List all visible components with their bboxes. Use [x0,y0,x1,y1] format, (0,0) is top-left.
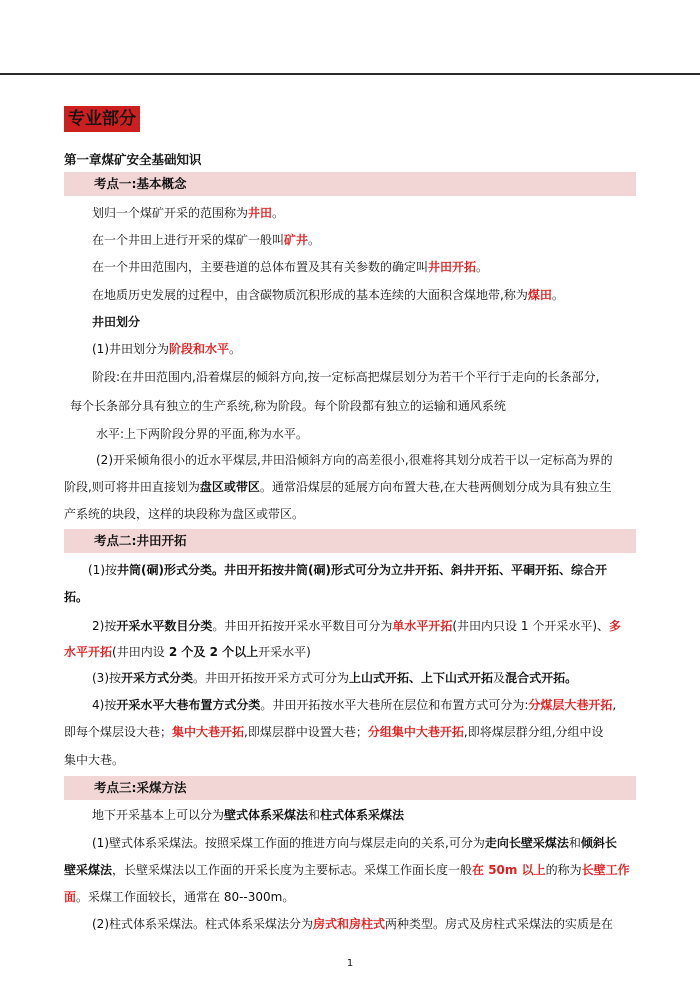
kp2-heading: 考点二:井田开拓 [64,529,636,553]
paragraph-line: 面。采煤工作面较长，通常在 80--300m。 [64,890,295,904]
subheading: 井田划分 [92,315,141,329]
paragraph-line: (1)按井筒(硐)形式分类。井田开拓按井筒(硐)形式可分为立井开拓、斜井开拓、平硐开拓、综合开 [88,563,607,577]
paragraph-line: (1)井田划分为阶段和水平。 [92,342,242,356]
chapter-title: 第一章煤矿安全基础知识 [64,152,202,167]
paragraph-line: (1)壁式体系采煤法。按照采煤工作面的推进方向与煤层走向的关系,可分为走向长壁采煤法和倾斜长 [92,836,617,850]
header-rule [0,73,700,75]
page-number: 1 [346,958,354,969]
paragraph-line: 产系统的块段，这样的块段称为盘区或带区。 [64,507,305,521]
kp3-heading: 考点三:采煤方法 [64,776,636,800]
paragraph-line: 在一个井田上进行开采的煤矿一般叫矿井。 [92,233,321,247]
paragraph-line: 壁采煤法，长壁采煤法以工作面的开采长度为主要标志。采煤工作面长度一般在 50m 以上的称为长壁工作 [64,863,630,877]
paragraph-line: (3)按开采方式分类。井田开拓按开采方式可分为上山式开拓、上下山式开拓及混合式开拓。 [92,671,578,685]
paragraph-line: 阶段:在井田范围内,沿着煤层的倾斜方向,按一定标高把煤层划分为若干个平行于走向的长条部分, [92,370,600,384]
paragraph-line: 在一个井田范围内，主要巷道的总体布置及其有关参数的确定叫井田开拓。 [92,260,489,274]
kp1-heading: 考点一:基本概念 [64,172,636,196]
paragraph-line: 在地质历史发展的过程中，由含碳物质沉积形成的基本连续的大面积含煤地带,称为煤田。 [92,288,564,302]
paragraph-line: 2)按开采水平数目分类。井田开拓按开采水平数目可分为单水平开拓(井田内只设 1 个开采水平)、多 [92,619,622,633]
paragraph-line: 阶段,则可将井田直接划为盘区或带区。通常沿煤层的延展方向布置大巷,在大巷两侧划分成为具有独立生 [64,480,612,494]
paragraph-line: 地下开采基本上可以分为壁式体系采煤法和柱式体系采煤法 [92,808,405,822]
section-title: 专业部分 [64,106,140,132]
paragraph-line: 水平:上下两阶段分界的平面,称为水平。 [96,427,308,441]
paragraph-line: 即每个煤层设大巷；集中大巷开拓,即煤层群中设置大巷；分组集中大巷开拓,即将煤层群分组,分组中设 [64,725,604,739]
paragraph-line: 4)按开采水平大巷布置方式分类。井田开拓按水平大巷所在层位和布置方式可分为:分煤层大巷开拓, [92,698,617,712]
paragraph-line: 每个长条部分具有独立的生产系统,称为阶段。每个阶段都有独立的运输和通风系统 [70,399,506,413]
paragraph-line: 集中大巷。 [64,753,125,767]
paragraph-line: 拓。 [64,590,89,604]
paragraph-line: (2)柱式体系采煤法。柱式体系采煤法分为房式和房柱式两种类型。房式及房柱式采煤法的实质是在 [92,917,614,931]
paragraph-line: 划归一个煤矿开采的范围称为井田。 [92,206,285,220]
paragraph-line: (2)开采倾角很小的近水平煤层,井田沿倾斜方向的高差很小,很难将其划分成若干以一定标高为界的 [96,453,613,467]
paragraph-line: 水平开拓(井田内设 2 个及 2 个以上开采水平) [64,645,311,659]
